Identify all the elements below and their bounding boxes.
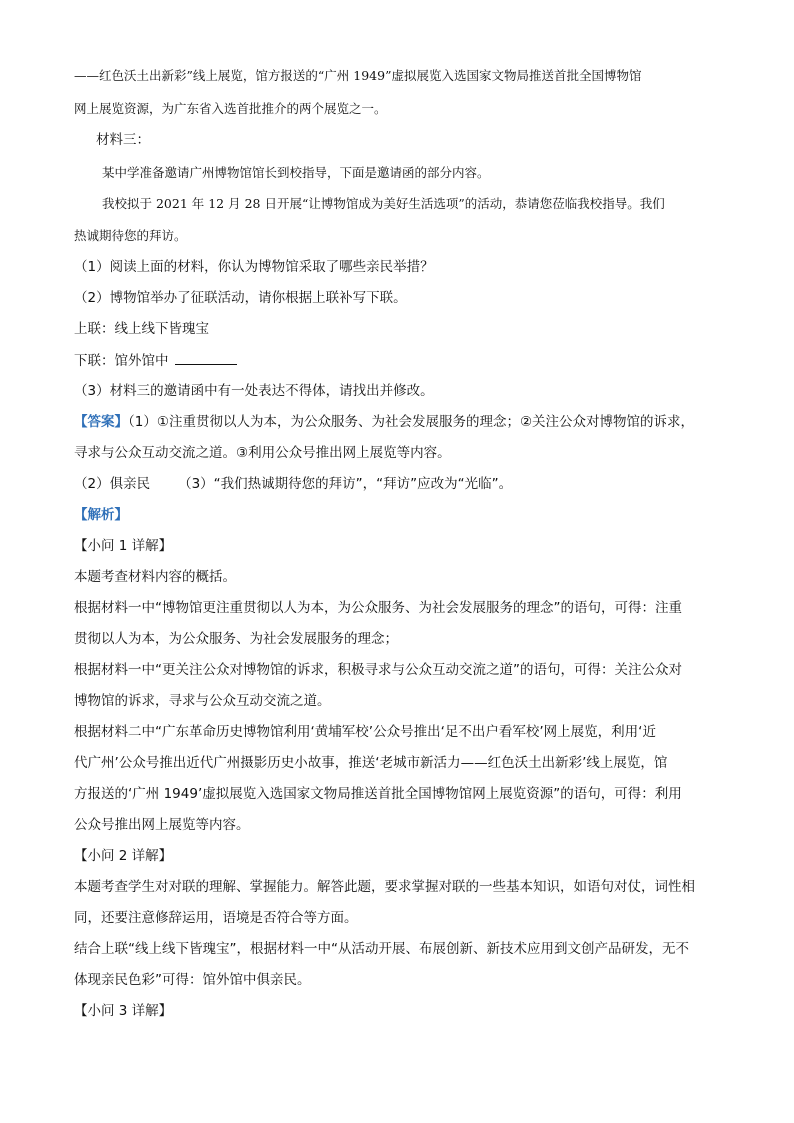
- invitation-text: 我校拟于 2021 年 12 月 28 日开展“让博物馆成为美好生活选项”的活动，恭请您莅临我校指导。我们: [102, 196, 665, 211]
- material-line: 网上展览资源，为广东省入选首批推介的两个展览之一。: [74, 101, 387, 116]
- answer-text: （1）①注重贯彻以人为本，为公众服务、为社会发展服务的理念；②关注公众对博物馆的诉求，: [128, 414, 695, 430]
- answer-2: （2）俱亲民: [74, 476, 151, 492]
- analysis-line: 博物馆的诉求，寻求与公众互动交流之道。: [74, 693, 331, 709]
- answer-blank: [175, 352, 237, 365]
- analysis-line: 本题考查材料内容的概括。: [74, 569, 236, 585]
- subquestion-3-heading: 【小问 3 详解】: [74, 1003, 173, 1019]
- analysis-line: 根据材料一中“更关注公众对博物馆的诉求，积极寻求与公众互动交流之道”的语句，可得：关注公众对: [74, 662, 682, 678]
- answer-line: [74, 414, 724, 430]
- invitation-text: 热诚期待您的拜访。: [74, 228, 187, 243]
- analysis-line: 方报送的‘广州 1949’虚拟展览入选国家文物局推送首批全国博物馆网上展览资源”的语句，可得：利用: [74, 786, 682, 802]
- answer-line: 寻求与公众互动交流之道。③利用公众号推出网上展览等内容。: [74, 445, 451, 461]
- analysis-line: 本题考查学生对对联的理解、掌握能力。解答此题，要求掌握对联的一些基本知识，如语句对仗，词性相: [74, 879, 695, 895]
- answer-line: [74, 476, 724, 492]
- lower-couplet: [74, 352, 724, 369]
- invitation-intro: 某中学准备邀请广州博物馆馆长到校指导，下面是邀请函的部分内容。: [102, 165, 490, 180]
- material-line: ——红色沃土出新彩”线上展览，馆方报送的“广州 1949”虚拟展览入选国家文物局推送首批全国博物馆: [74, 68, 642, 83]
- analysis-line: 结合上联“线上线下皆瑰宝”，根据材料一中“从活动开展、布展创新、新技术应用到文创产品研发，无不: [74, 941, 689, 957]
- question-1: （1）阅读上面的材料，你认为博物馆采取了哪些亲民举措？: [74, 259, 434, 275]
- answer-3: （3）“我们热诚期待您的拜访”，“拜访”应改为“光临”。: [178, 476, 513, 492]
- subquestion-1-heading: 【小问 1 详解】: [74, 538, 173, 554]
- analysis-line: 根据材料一中“博物馆更注重贯彻以人为本，为公众服务、为社会发展服务的理念”的语句，可得：注重: [74, 600, 682, 616]
- material-three-title: 材料三：: [96, 132, 150, 148]
- analysis-line: 代广州’公众号推出近代广州摄影历史小故事，推送‘老城市新活力——红色沃土出新彩’线上展览，馆: [74, 755, 668, 771]
- answer-tag: 【答案】: [74, 414, 128, 430]
- upper-couplet: 上联：线上线下皆瑰宝: [74, 321, 209, 337]
- question-3: （3）材料三的邀请函中有一处表达不得体，请找出并修改。: [74, 383, 434, 399]
- analysis-line: 公众号推出网上展览等内容。: [74, 817, 250, 833]
- lower-couplet-text: 下联：馆外馆中: [74, 353, 169, 369]
- analysis-tag: 【解析】: [74, 507, 128, 523]
- analysis-line: 贯彻以人为本，为公众服务、为社会发展服务的理念；: [74, 631, 398, 647]
- subquestion-2-heading: 【小问 2 详解】: [74, 848, 173, 864]
- analysis-line: 体现亲民色彩”可得：馆外馆中俱亲民。: [74, 972, 311, 988]
- analysis-line: 根据材料二中“广东革命历史博物馆利用‘黄埔军校’公众号推出‘足不出户看军校’网上展览，利用‘近: [74, 724, 656, 740]
- question-2: （2）博物馆举办了征联活动，请你根据上联补写下联。: [74, 290, 407, 306]
- analysis-line: 同，还要注意修辞运用，语境是否符合等方面。: [74, 910, 358, 926]
